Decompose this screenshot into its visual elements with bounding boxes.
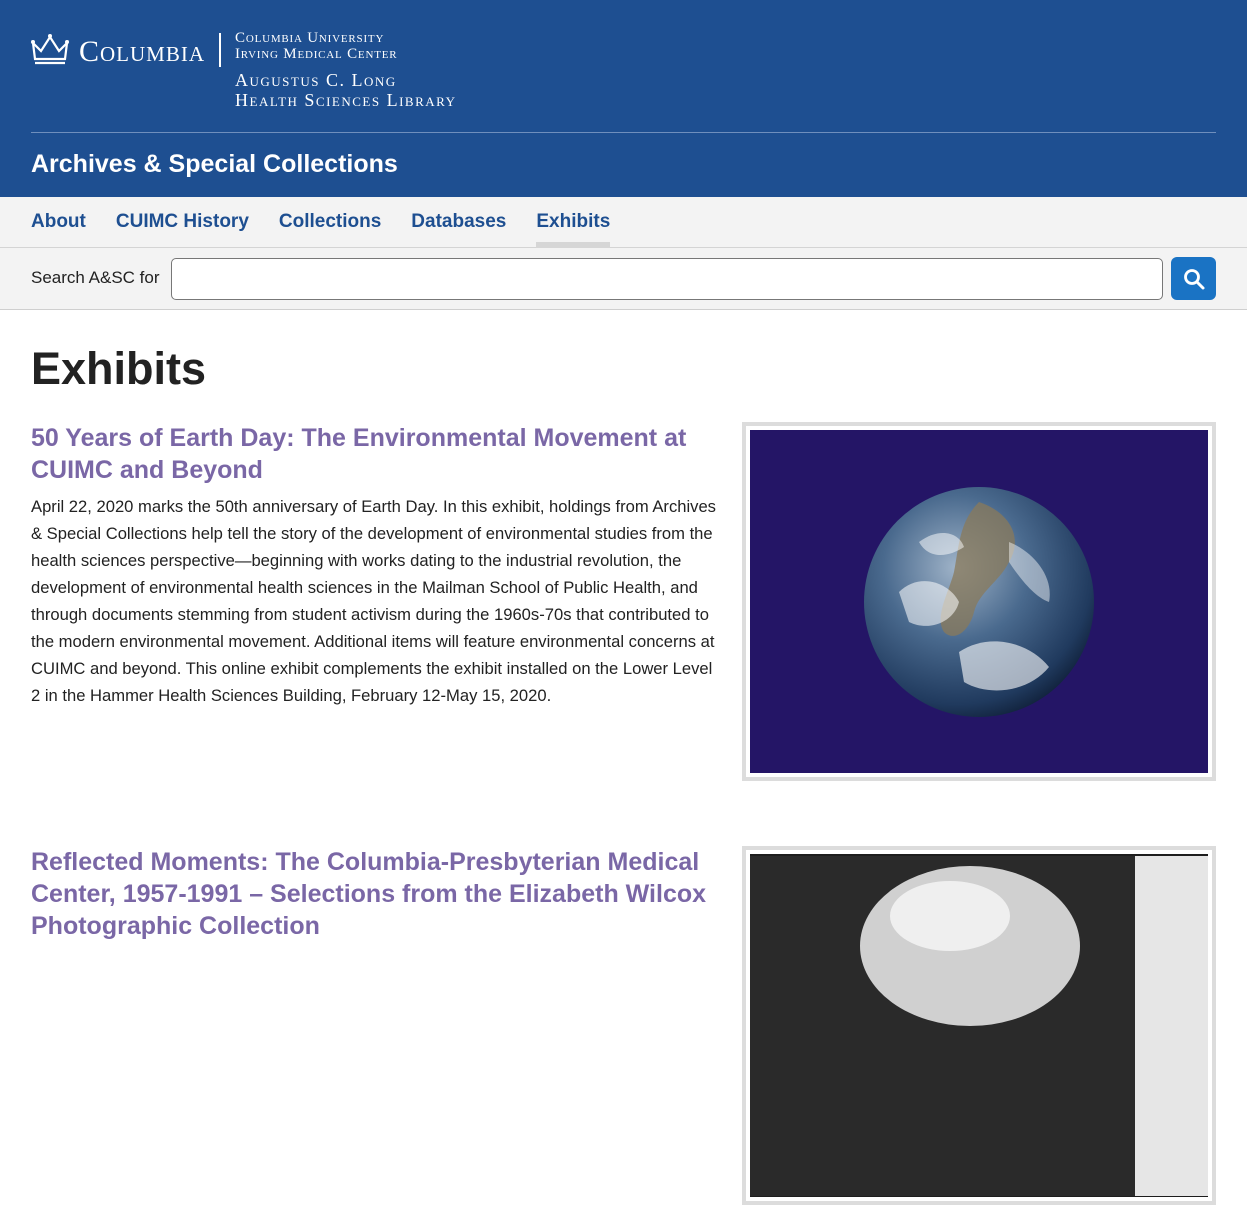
sub-logo-line1: Columbia University [235, 30, 385, 46]
exhibit-title-link[interactable]: Reflected Moments: The Columbia-Presbyterian Medical Center, 1957-1991 – Selections from the Elizabeth Wilcox Photographic Collection [31, 848, 707, 940]
logo-divider [219, 33, 221, 67]
search-bar [0, 248, 1247, 310]
sub-logo-line4: Health Sciences Library [235, 90, 457, 110]
portrait-image [750, 856, 1208, 1196]
exhibit-card [31, 422, 1216, 709]
nav-item-cuimc-history[interactable]: CUIMC History [115, 211, 249, 232]
nav-item-exhibits[interactable]: Exhibits [536, 197, 610, 248]
search-label: Search A&SC for [31, 268, 160, 287]
sub-logo-line3: Augustus C. Long [235, 70, 397, 90]
exhibit-card [31, 846, 1216, 942]
nav-item-databases[interactable]: Databases [411, 211, 507, 232]
crown-icon [31, 33, 69, 67]
site-header [0, 0, 1247, 197]
exhibit-image-portrait[interactable] [742, 846, 1216, 1205]
sub-logo [235, 30, 456, 114]
site-title[interactable]: Archives & Special Collections [31, 150, 398, 178]
exhibit-title-link[interactable]: 50 Years of Earth Day: The Environmental Movement at CUIMC and Beyond [31, 424, 687, 484]
page-title: Exhibits [31, 343, 207, 394]
earth-image [859, 482, 1099, 722]
search-input[interactable] [171, 258, 1163, 300]
sub-logo-line2: Irving Medical Center [235, 46, 398, 62]
nav-item-collections[interactable]: Collections [278, 211, 382, 232]
nav-item-about[interactable]: About [31, 211, 86, 232]
exhibit-description: April 22, 2020 marks the 50th anniversary of Earth Day. In this exhibit, holdings from Archives & Special Collections help tell the story of the development of environmental studies from the health sciences perspective—beginning with works dating to the industrial revolution, the development of environmental health sciences in the Mailman School of Public Health, and through documents stemming from student activism during the 1960s-70s that contributed to the modern environmental movement. Additional items will feature environmental concerns at CUIMC and beyond. This online exhibit complements the exhibit installed on the Lower Level 2 in the Hammer Health Sciences Building, February 12-May 15, 2020. [31, 497, 716, 705]
header-divider [31, 132, 1216, 133]
columbia-logo[interactable] [31, 30, 457, 114]
exhibit-image-earth[interactable] [742, 422, 1216, 781]
main-nav [0, 197, 1247, 248]
columbia-wordmark: Columbia [79, 35, 206, 68]
search-button[interactable] [1171, 257, 1216, 300]
search-icon [1183, 268, 1205, 290]
